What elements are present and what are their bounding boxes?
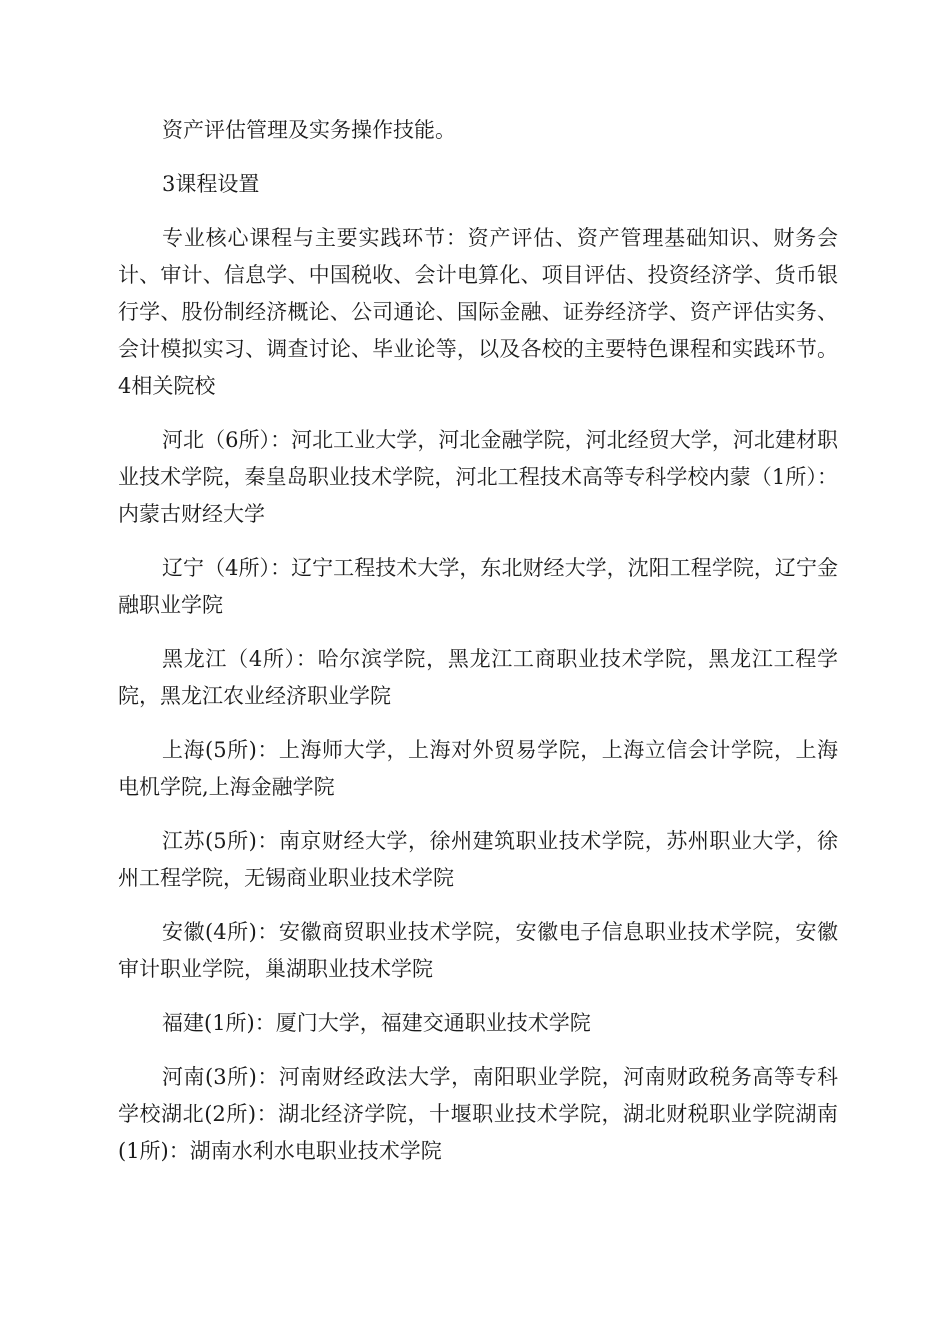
paragraph-henan: 河南(3所)：河南财经政法大学，南阳职业学院，河南财政税务高等专科学校湖北(2所)：湖北经济学院，十堰职业技术学院，湖北财税职业学院湖南(1所)：湖南水利水电职业技术学院 xyxy=(118,1065,838,1163)
paragraph-shanghai: 上海(5所)：上海师大学，上海对外贸易学院，上海立信会计学院，上海电机学院,上海金融学院 xyxy=(118,738,838,799)
paragraph-fujian: 福建(1所)：厦门大学，福建交通职业技术学院 xyxy=(162,1011,591,1035)
paragraph-heilongjiang: 黑龙江（4所）：哈尔滨学院，黑龙江工商职业技术学院，黑龙江工程学院，黑龙江农业经济职业学院 xyxy=(118,647,838,708)
paragraph-jiangsu: 江苏(5所)：南京财经大学，徐州建筑职业技术学院，苏州职业大学，徐州工程学院，无锡商业职业技术学院 xyxy=(118,829,838,890)
document-body xyxy=(118,112,838,1187)
paragraph-hebei: 河北（6所）：河北工业大学，河北金融学院，河北经贸大学，河北建材职业技术学院，秦皇岛职业技术学院，河北工程技术高等专科学校内蒙（1所）：内蒙古财经大学 xyxy=(118,428,838,526)
paragraph-liaoning: 辽宁（4所）：辽宁工程技术大学，东北财经大学，沈阳工程学院，辽宁金融职业学院 xyxy=(118,556,838,617)
paragraph-anhui: 安徽(4所)：安徽商贸职业技术学院，安徽电子信息职业技术学院，安徽审计职业学院，巢湖职业技术学院 xyxy=(118,920,838,981)
paragraph-skills: 资产评估管理及实务操作技能。 xyxy=(162,118,456,142)
heading-course-setup: 3课程设置 xyxy=(162,172,260,196)
paragraph-core-courses: 专业核心课程与主要实践环节：资产评估、资产管理基础知识、财务会计、审计、信息学、中国税收、会计电算化、项目评估、投资经济学、货币银行学、股份制经济概论、公司通论、国际金融、证券经济学、资产评估实务、会计模拟实习、调查讨论、毕业论等，以及各校的主要特色课程和实践环节。4相关院校 xyxy=(118,226,838,398)
